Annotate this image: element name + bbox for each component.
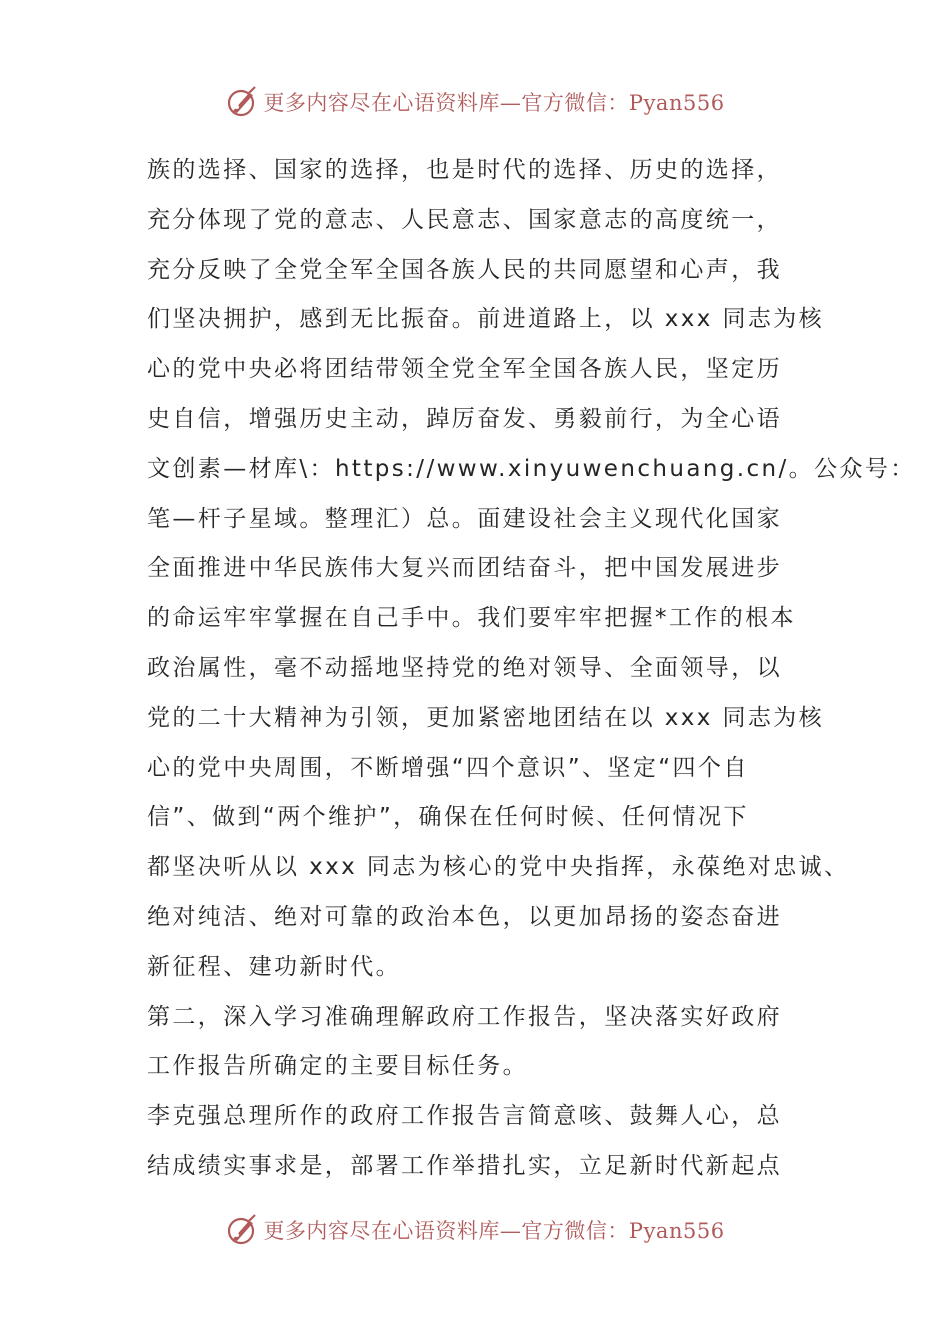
text-line: 全面推进中华民族伟大复兴而团结奋斗，把中国发展进步 xyxy=(147,555,782,582)
text-line: 新征程、建功新时代。 xyxy=(147,953,401,980)
header-banner xyxy=(0,82,950,122)
text-line: 心的党中央必将团结带领全党全军全国各族人民，坚定历 xyxy=(147,356,782,383)
text-line: 党的二十大精神为引领，更加紧密地团结在以 xxx 同志为核 xyxy=(147,704,825,731)
pen-circle-icon xyxy=(225,1213,259,1247)
pen-circle-icon xyxy=(225,85,259,119)
section-heading: 工作报告所确定的主要目标任务。 xyxy=(147,1053,528,1080)
text-line: 充分体现了党的意志、人民意志、国家意志的高度统一， xyxy=(147,206,782,233)
text-line: 结成绩实事求是，部署工作举措扎实，立足新时代新起点 xyxy=(147,1152,782,1179)
text-line: 充分反映了全党全军全国各族人民的共同愿望和心声，我 xyxy=(147,256,782,283)
text-line: 文创素—材库\：https://www.xinyuwenchuang.cn/。公众号： xyxy=(147,455,916,482)
text-line: 族的选择、国家的选择，也是时代的选择、历史的选择， xyxy=(147,157,782,183)
text-line: 绝对纯洁、绝对可靠的政治本色，以更加昂扬的姿态奋进 xyxy=(147,903,782,930)
text-line: 政治属性，毫不动摇地坚持党的绝对领导、全面领导，以 xyxy=(147,654,782,681)
text-line: 笔—杆子星域。整理汇）总。面建设社会主义现代化国家 xyxy=(147,505,782,532)
text-line: 都坚决听从以 xxx 同志为核心的党中央指挥，永葆绝对忠诚、 xyxy=(147,854,850,881)
footer-text: 更多内容尽在心语资料库—官方微信：Pyan556 xyxy=(263,1219,725,1243)
text-line: 信”、做到“两个维护”，确保在任何时候、任何情况下 xyxy=(147,804,749,831)
footer-banner xyxy=(0,1210,950,1250)
section-heading: 第二，深入学习准确理解政府工作报告，坚决落实好政府 xyxy=(147,1003,782,1030)
text-line: 李克强总理所作的政府工作报告言简意咳、鼓舞人心，总 xyxy=(147,1103,782,1130)
document-body xyxy=(147,146,916,1192)
text-line: 的命运牢牢掌握在自己手中。我们要牢牢把握*工作的根本 xyxy=(147,605,796,632)
header-text: 更多内容尽在心语资料库—官方微信：Pyan556 xyxy=(263,91,725,115)
text-line: 史自信，增强历史主动，踔厉奋发、勇毅前行，为全心语 xyxy=(147,405,782,432)
text-line: 们坚决拥护，感到无比振奋。前进道路上，以 xxx 同志为核 xyxy=(147,306,825,333)
text-line: 心的党中央周围，不断增强“四个意识”、坚定“四个自 xyxy=(147,754,749,781)
